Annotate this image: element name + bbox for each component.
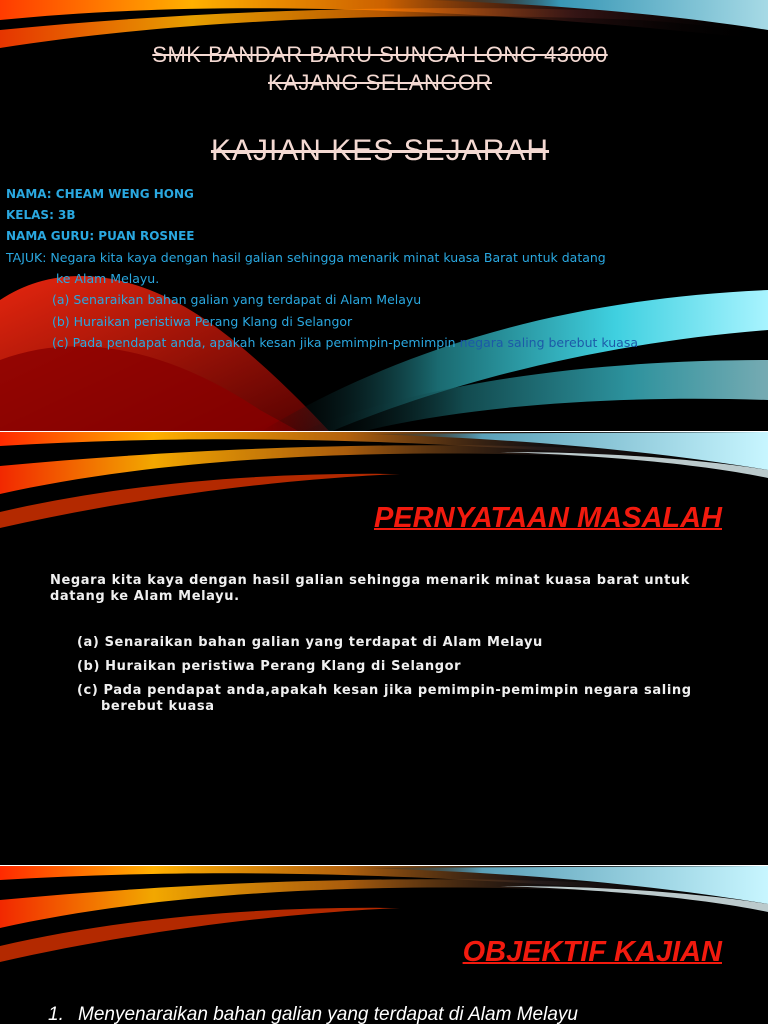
section-heading: PERNYATAAN MASALAH [374, 502, 722, 534]
question-b: (b) Huraikan peristiwa Perang Klang di Selangor [52, 314, 353, 329]
school-name-line-1: SMK BANDAR BARU SUNGAI LONG 43000 [152, 42, 608, 67]
student-class: KELAS: 3B [6, 208, 76, 222]
slide-1 [0, 0, 768, 432]
slide-title: KAJIAN KES SEJARAH [210, 134, 550, 167]
problem-item-b: (b) Huraikan peristiwa Perang Klang di Selangor [77, 659, 462, 674]
student-name: NAMA: CHEAM WENG HONG [6, 187, 194, 201]
slide-2 [0, 432, 768, 866]
school-name-line-2: KAJANG SELANGOR [268, 70, 492, 95]
teacher-name: NAMA GURU: PUAN ROSNEE [6, 229, 195, 243]
question-c-main: (c) Pada pendapat anda, apakah kesan jika pemimpin-pemimpin [52, 335, 460, 350]
section-heading: OBJEKTIF KAJIAN [462, 936, 722, 968]
objective-text: Menyenaraikan bahan galian yang terdapat di Alam Melayu [78, 1004, 578, 1024]
problem-item-a: (a) Senaraikan bahan galian yang terdapat di Alam Melayu [77, 635, 543, 650]
objective-item-1 [48, 1004, 578, 1024]
question-c-tail: negara saling berebut kuasa [459, 335, 639, 350]
question-c [52, 335, 638, 350]
problem-item-c-line-2: berebut kuasa [101, 699, 215, 714]
slide-3 [0, 866, 768, 1024]
problem-item-c-line-1: (c) Pada pendapat anda,apakah kesan jika pemimpin-pemimpin negara saling [77, 683, 692, 698]
problem-paragraph-line-2: datang ke Alam Melayu. [50, 589, 240, 604]
topic-line-2: ke Alam Melayu. [56, 271, 160, 286]
problem-paragraph-line-1: Negara kita kaya dengan hasil galian sehingga menarik minat kuasa barat untuk [50, 573, 691, 588]
topic-line-1: TAJUK: Negara kita kaya dengan hasil galian sehingga menarik minat kuasa Barat untuk datang [6, 250, 606, 265]
question-a: (a) Senaraikan bahan galian yang terdapat di Alam Melayu [52, 292, 422, 307]
objective-number: 1. [48, 1004, 64, 1024]
